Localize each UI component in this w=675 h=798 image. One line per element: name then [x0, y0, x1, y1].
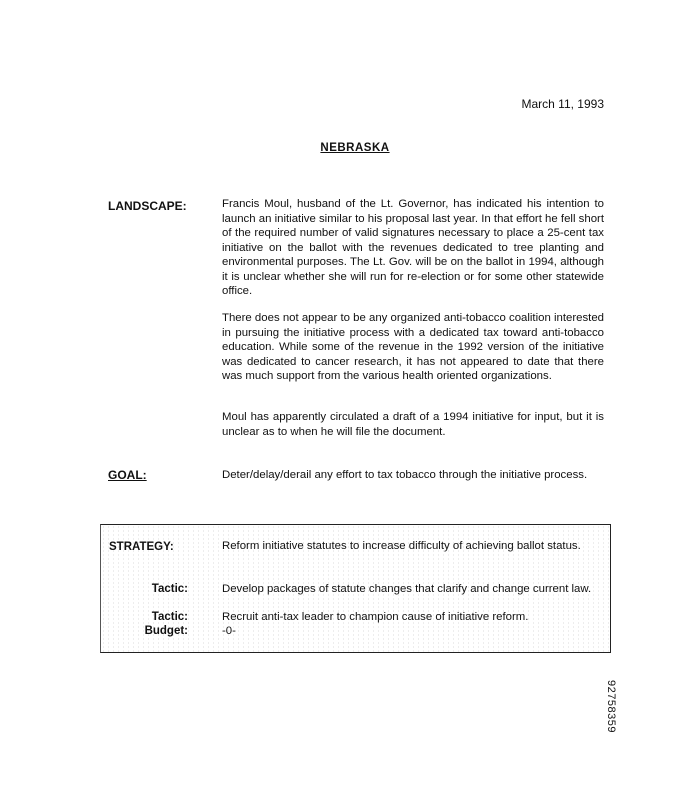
landscape-paragraph-1: Francis Moul, husband of the Lt. Governor, has indicated his intention to launch an initiative similar to his proposal last year. In that effort he fell short of the required number of valid signatures necessary to place a 25-cent tax initiative on the ballot with the revenues dedicated to tree planting and environmental purposes. The Lt. Gov. will be on the ballot in 1994, although it is unclear whether she will run for re-election or for some other statewide office.	[222, 198, 604, 297]
budget-label: Budget:	[144, 625, 188, 637]
landscape-paragraph-3: Moul has apparently circulated a draft of a 1994 initiative for input, but it is unclear as to when he will file the document.	[222, 411, 604, 438]
strategy-text: Reform initiative statutes to increase difficulty of achieving ballot status.	[222, 540, 581, 552]
document-date: March 11, 1993	[521, 97, 604, 111]
budget-value: -0-	[222, 625, 236, 637]
strategy-box	[100, 524, 611, 653]
tactic-1-label: Tactic:	[151, 583, 188, 595]
strategy-label: STRATEGY:	[109, 541, 174, 553]
landscape-label: LANDSCAPE:	[108, 199, 187, 213]
goal-text: Deter/delay/derail any effort to tax tobacco through the initiative process.	[222, 469, 588, 481]
landscape-paragraph-2: There does not appear to be any organized anti-tobacco coalition interested in pursuing the initiative process with a dedicated tax toward anti-tobacco education. While some of the revenue in the 1992 version of the initiative was dedicated to cancer research, it has not appeared to date that there was much support from the various health oriented organizations.	[222, 312, 604, 382]
goal-label: GOAL:	[108, 468, 147, 482]
tactic-1-text: Develop packages of statute changes that clarify and change current law.	[222, 583, 592, 595]
document-title: NEBRASKA	[320, 142, 390, 154]
tactic-2-label: Tactic:	[151, 611, 188, 623]
tactic-2-text: Recruit anti-tax leader to champion cause of initiative reform.	[222, 611, 529, 623]
bates-number: 92758359	[605, 680, 617, 733]
